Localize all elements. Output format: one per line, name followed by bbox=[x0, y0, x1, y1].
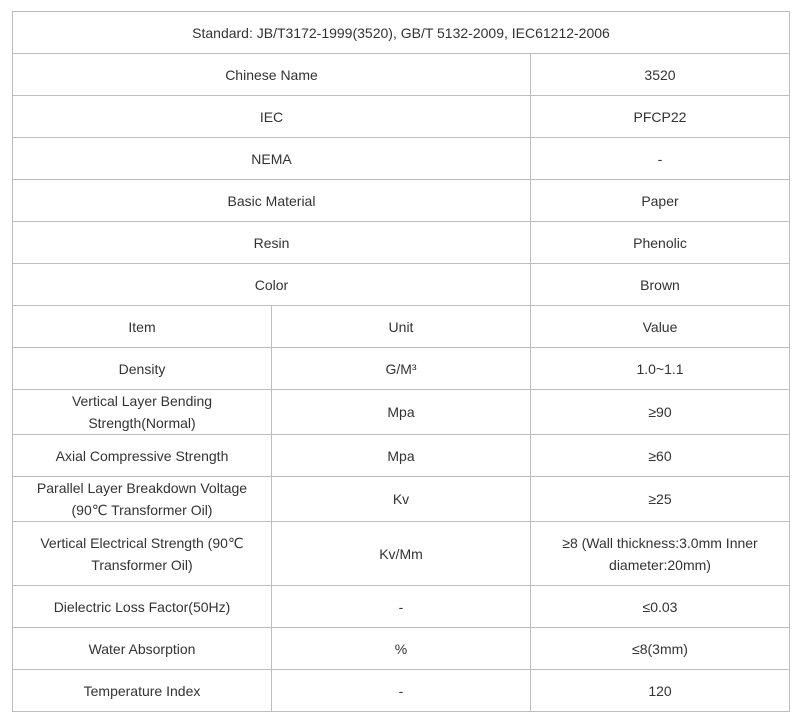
property-unit-cell: - bbox=[272, 670, 531, 712]
info-label-cell: Resin bbox=[13, 222, 531, 264]
table-row bbox=[13, 264, 790, 306]
info-value-cell: Paper bbox=[531, 180, 790, 222]
property-value-cell: 1.0~1.1 bbox=[531, 348, 790, 390]
property-value-cell: ≤8(3mm) bbox=[531, 628, 790, 670]
property-item-cell: Parallel Layer Breakdown Voltage (90℃ Transformer Oil) bbox=[13, 477, 272, 522]
property-item-cell: Axial Compressive Strength bbox=[13, 435, 272, 477]
table-header-row bbox=[13, 306, 790, 348]
table-row bbox=[13, 435, 790, 477]
property-item-cell: Vertical Layer Bending Strength(Normal) bbox=[13, 390, 272, 435]
property-unit-cell: % bbox=[272, 628, 531, 670]
table-row bbox=[13, 628, 790, 670]
info-value-cell: PFCP22 bbox=[531, 96, 790, 138]
property-unit-cell: Kv bbox=[272, 477, 531, 522]
table-row bbox=[13, 522, 790, 586]
info-label-cell: IEC bbox=[13, 96, 531, 138]
header-item: Item bbox=[13, 306, 272, 348]
table-row bbox=[13, 96, 790, 138]
table-row bbox=[13, 586, 790, 628]
property-item-cell: Dielectric Loss Factor(50Hz) bbox=[13, 586, 272, 628]
property-item-cell: Vertical Electrical Strength (90℃ Transformer Oil) bbox=[13, 522, 272, 586]
table-row bbox=[13, 477, 790, 522]
table-row bbox=[13, 348, 790, 390]
property-value-cell: ≥8 (Wall thickness:3.0mm Inner diameter:20mm) bbox=[531, 522, 790, 586]
table-row bbox=[13, 138, 790, 180]
standard-cell: Standard: JB/T3172-1999(3520), GB/T 5132-2009, IEC61212-2006 bbox=[13, 12, 790, 54]
property-unit-cell: Mpa bbox=[272, 435, 531, 477]
property-unit-cell: G/M³ bbox=[272, 348, 531, 390]
info-value-cell: Phenolic bbox=[531, 222, 790, 264]
property-value-cell: ≥90 bbox=[531, 390, 790, 435]
property-value-cell: ≤0.03 bbox=[531, 586, 790, 628]
info-label-cell: Basic Material bbox=[13, 180, 531, 222]
specification-table bbox=[12, 11, 790, 712]
header-unit: Unit bbox=[272, 306, 531, 348]
property-unit-cell: - bbox=[272, 586, 531, 628]
property-unit-cell: Kv/Mm bbox=[272, 522, 531, 586]
table-row bbox=[13, 670, 790, 712]
property-item-cell: Water Absorption bbox=[13, 628, 272, 670]
info-label-cell: Chinese Name bbox=[13, 54, 531, 96]
property-value-cell: ≥60 bbox=[531, 435, 790, 477]
property-value-cell: 120 bbox=[531, 670, 790, 712]
table-row bbox=[13, 390, 790, 435]
info-value-cell: Brown bbox=[531, 264, 790, 306]
info-value-cell: 3520 bbox=[531, 54, 790, 96]
info-label-cell: Color bbox=[13, 264, 531, 306]
table-row bbox=[13, 222, 790, 264]
info-label-cell: NEMA bbox=[13, 138, 531, 180]
property-item-cell: Temperature Index bbox=[13, 670, 272, 712]
property-item-cell: Density bbox=[13, 348, 272, 390]
property-value-cell: ≥25 bbox=[531, 477, 790, 522]
table-row-standard bbox=[13, 12, 790, 54]
table-row bbox=[13, 54, 790, 96]
header-value: Value bbox=[531, 306, 790, 348]
table-row bbox=[13, 180, 790, 222]
info-value-cell: - bbox=[531, 138, 790, 180]
property-unit-cell: Mpa bbox=[272, 390, 531, 435]
